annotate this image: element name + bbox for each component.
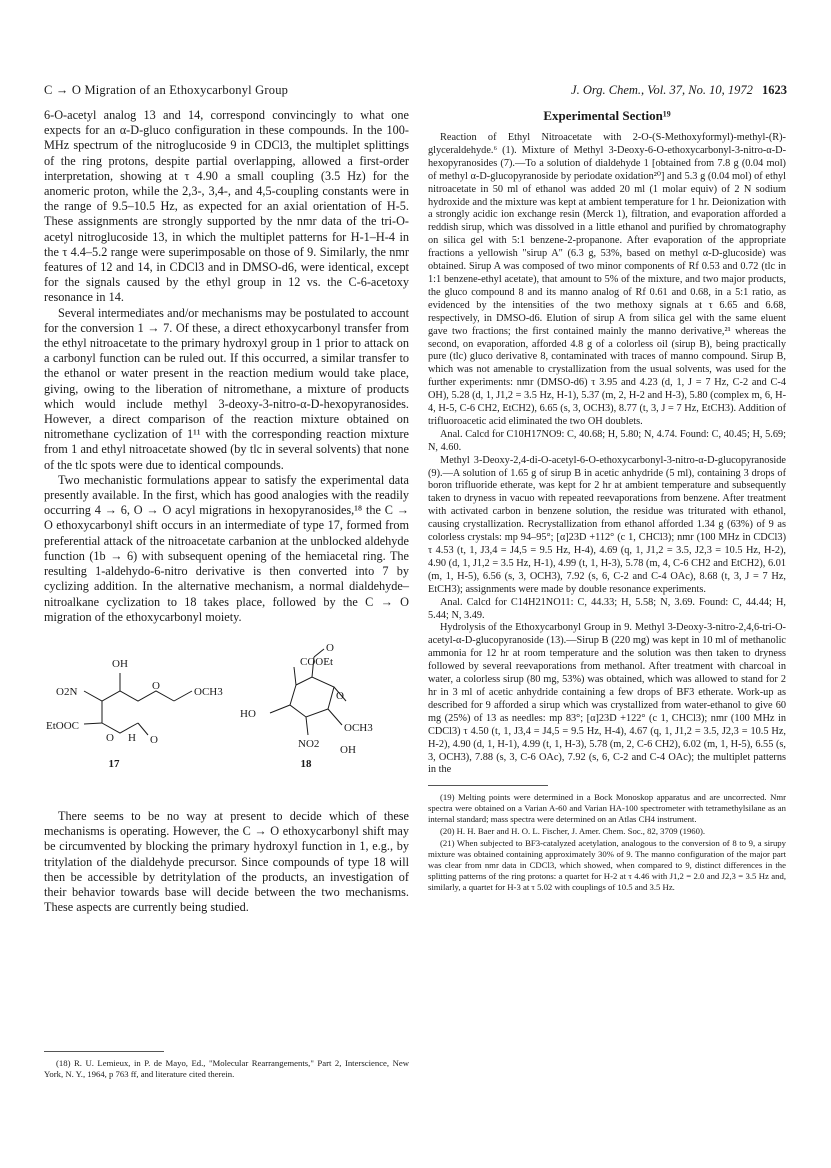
journal-citation: J. Org. Chem., Vol. 37, No. 10, 1972: [571, 83, 753, 97]
left-footnotes: [44, 1043, 409, 1081]
experimental-paragraph-4: Anal. Calcd for C14H21NO11: C, 44.33; H, 5.58; N, 3.69. Found: C, 44.44; H, 5.44; N, 3.49.: [428, 596, 786, 621]
right-footnotes: [428, 785, 786, 893]
s18-label-ho: HO: [240, 707, 256, 720]
section-title: Experimental Section¹⁹: [543, 108, 671, 123]
footnote-20: (20) H. H. Baer and H. O. L. Fischer, J. Amer. Chem. Soc., 82, 3709 (1960).: [440, 826, 706, 837]
running-title: C → O Migration of an Ethoxycarbonyl Group: [44, 83, 289, 97]
s17-label-ring-o: O: [152, 679, 160, 692]
s17-label-och3: OCH3: [194, 685, 223, 698]
left-paragraph-3: Two mechanistic formulations appear to satisfy the experimental data presently available. In the first, which has good analogies with the readily occurring 4 → 6, O → O acyl migrations in hexopyranosides,¹⁸ the C → O ethoxycarbonyl shift occurs in an intermediate of type 17, formed from preferential attack of the nitroacetate carbanion at the unblocked aldehyde function (1b → 6) with subsequent opening of the hemiacetal ring. The resulting 1-aldehydo-6-nitro derivative is then converted into 7 by cyclizing addition. In the alternative mechanism, a normal dialdehyde–nitroalkane cyclization to 18 takes place, followed by the C → O migration of the ethoxycarbonyl moiety.: [44, 472, 409, 624]
footnote-21: (21) When subjected to BF3-catalyzed acetylation, analogous to the conversion of 8 to 9, a sirupy mixture was obtained containing approximately 30% of 9. The manno configuration of the major part was clear from nmr data in CDCl3, which showed, when compared to 9, distinct differences in the splitting patterns of the ring protons: a quartet for H-2 at τ 4.46 with J1,2 = 2.0 and J2,3 = 3.5 Hz and, similarly, a quartet for H-3 at τ 5.02 with couplings of 10.5 and 3.5 Hz.: [428, 838, 786, 893]
s18-label-och3: OCH3: [344, 721, 373, 734]
footnote-18: (18) R. U. Lemieux, in P. de Mayo, Ed., "Molecular Rearrangements," Part 2, Interscience, New York, N. Y., 1964, p 763 ff, and literature cited therein.: [44, 1058, 409, 1079]
experimental-paragraph-1: Reaction of Ethyl Nitroacetate with 2-O-(S-Methoxyformyl)-methyl-(R)-glyceraldehyde.⁶ (1). Mixture of Methyl 3-Deoxy-6-O-ethoxycarbonyl-3-nitro-α-D-hexopyranosides (7).—To a solution of dialdehyde 1 [obtained from 7.8 g (0.04 mol) of methyl α-D-glucopyranoside by periodate oxidation²⁰] and 5.3 g (0.04 mol) of ethyl nitroacetate in 50 ml of ethanol was added 20 ml (1 molar equiv) of 2 N sodium hydroxide and the mixture was kept at ambient temperature for 1 hr. Deionization with a strongly acidic ion exchange resin (Merck 1), filtration, and evaporation afforded a reddish sirup, which was dissolved in a little ethanol and purified by chromatography on silica gel with 5:1 benzene-2-propanone. After evaporation of the appropriate fractions a yellowish "sirup A" (6.3 g, 53%, based on methyl α-D-glucoside) was obtained. Sirup A was composed of two minor components of Rf 0.53 and 0.72 (tlc in 1:1 benzene-ethyl acetate), that amount to 5% of the mixture, and two major products, the gluco compound 8 and its manno analog of Rf 0.61 and 0.68, in a 5:1 ratio, as evidenced by the intensities of the two methoxy signals at τ 6.65 and 6.68, respectively, in DMSO-d6. Elution of sirup A from silica gel with the same eluent gave two fractions; the first contained mainly the manno derivative,²¹ whereas the second, on evaporation, afforded 4.8 g of a colorless oil (sirup B), being practically pure (tlc) gluco derivative 8, contaminated with traces of manno compound. Sirup B, which was not amenable to crystallization from the usual solvents, was used for the further experiments: nmr (DMSO-d6) τ 3.95 and 4.23 (d, 1, J = 7 Hz, C-2 and C-4 OH), 5.28 (d, 1, J1,2 = 3.5 Hz, H-1), 5.37 (m, 2, H-2 and H-3), 5.80 (complex m, 6, H-4, H-5, C-6 CH2, EtCH2), 6.65 (s, 3, OCH3), 8.77 (t, 3, J = 7 Hz, EtCH3). Addition of trifluoroacetic acid eliminated the two OH doublets.: [428, 132, 786, 427]
footnote-rule: [44, 1051, 164, 1052]
s17-label-o: O: [106, 731, 114, 744]
experimental-paragraph-5: Hydrolysis of the Ethoxycarbonyl Group in 9. Methyl 3-Deoxy-3-nitro-2,4,6-tri-O-acetyl-α-D-glucopyranoside (13).—Sirup B (220 mg) was kept in 10 ml of methanolic ammonia for 12 hr at room temperature and the solution was then taken to dryness followed by several reevaporations from methanol. After treatment with charcoal in water, a colorless sirup (80 mg, 53%) was obtained, which was allowed to stand for 2 hr in 3 ml of acetic anhydride containing a few drops of BF3 etherate. Work-up as described for 9 afforded a sirup which was crystallized from water-ethanol to give 60 mg (25%) of 13 as needles: mp 83°; [α]23D +122° (c 1, CHCl3); nmr (100 MHz in CDCl3) τ 4.50 (t, 1, J3,4 = J4,5 = 9.5 Hz, H-4), 4.67 (q, 1, J1,2 = 3.5, J2,3 = 10.5 Hz, H-2), 4.90 (d, 1, H-1), 4.99 (t, 1, H-3), 5.78 (m, 2, C-6 CH2), 6.02 (m, 1, H-5), 6.55 (s, 3, OCH3), 7.88 (s, 3, C-6 OAc), 7.92 (s, 6, C-2 and C-4 OAc); the multiplet patterns in the: [428, 622, 786, 776]
structure-drawings: [44, 639, 409, 799]
s18-number: 18: [300, 757, 312, 770]
s17-label-h: H: [128, 731, 136, 744]
left-paragraph-4: There seems to be no way at present to decide which of these mechanisms is operating. However, the C → O ethoxycarbonyl shift may be circumvented by blocking the primary hydroxyl function in 1, e.g., by tritylation of the dialdehyde precursor. Since compounds of type 18 will then be accessible by detritylation of the products, an investigation of their behavior towards base will decide between the two mechanisms. These aspects are currently being studied.: [44, 808, 409, 915]
s18-label-ring-o: O: [336, 689, 344, 702]
s18-label-oh: OH: [340, 743, 356, 756]
s18-label-no2: NO2: [298, 737, 320, 750]
s17-label-o2n: O2N: [56, 685, 78, 698]
chemical-structures: [44, 639, 409, 799]
s17-label-etooc: EtOOC: [46, 719, 79, 732]
experimental-paragraph-3: Methyl 3-Deoxy-2,4-di-O-acetyl-6-O-ethoxycarbonyl-3-nitro-α-D-glucopyranoside (9).—A solution of 1.65 g of sirup B in acetic anhydride (5 ml), containing 3 drops of boron trifluoride etherate, was kept for 2 hr at ambient temperature and subsequently taken to dryness in vacuo with repeated reevaporations from benzene. After treatment with activated carbon in benzene solution, the residue was triturated with ethanol, causing crystallization. Recrystallization from ethanol afforded 1.34 g (63%) of 9 as colorless crystals: mp 94–95°; [α]23D +112° (c 1, CHCl3); nmr (100 MHz in CDCl3) τ 4.53 (t, 1, J3,4 = J4,5 = 9.5 Hz, H-4), 4.69 (q, 1, J1,2 = 3.5, J2,3 = 10.5 Hz, H-2), 4.90 (d, 1, J1,2 = 3.5 Hz, H-1), 4.99 (t, 1, H-3), 5.78 (m, 4, C-6 CH2 and EtCH2), 6.01 (m, 1, H-5), 6.56 (s, 3, OCH3), 7.92 (s, 6, C-2 and C-4 OAc), 8.68 (t, 3, J = 7 Hz, EtCH3); assignments were made by double resonance experiments.: [428, 454, 786, 595]
right-column: [428, 108, 786, 894]
s17-label-aldehyde-o: O: [150, 733, 158, 746]
experimental-paragraph-2: Anal. Calcd for C10H17NO9: C, 40.68; H, 5.80; N, 4.74. Found: C, 40.45; H, 5.69; N, 4.60.: [428, 428, 786, 453]
left-paragraph-2: Several intermediates and/or mechanisms may be postulated to account for the conversion 1 → 7. Of these, a direct ethoxycarbonyl transfer from the ethyl nitroacetate to the primary hydroxyl group in 1 prior to attack on a carbonyl function can be ruled out. If this occurred, a similar transfer to the ethanol or water present in the reaction medium would take place, giving, owing to the liberation of nitromethane, a mixture of products which would include methyl 3-deoxy-3-nitro-α-D-hexopyranosides. However, a direct comparison of the reaction mixture obtained on nitromethane cyclization of 1¹¹ with the corresponding reaction mixture from 1 and ethyl nitroacetate showed (by tlc in several solvents) that none of the tlc spots were due to identical compounds.: [44, 305, 409, 472]
footnote-rule-right: [428, 785, 548, 786]
s18-label-cooet: COOEt: [300, 655, 333, 668]
footnote-19: (19) Melting points were determined in a Bock Monoskop apparatus and are uncorrected. Nmr spectra were obtained on a Varian A-60 and Varian HA-100 spectrometer with tetramethylsilane as an internal standard; mass spectra were determined on an Atlas CH4 instrument.: [428, 792, 786, 825]
left-paragraph-1: 6-O-acetyl analog 13 and 14, correspond convincingly to what one expects for an α-D-gluco configuration in these compounds. In the 100-MHz spectrum of the nitroglucoside 9 in CDCl3, the multiplet splittings of the ring protons, despite partial overlapping, allowed a first-order interpretation, showing at τ 4.90 a small coupling (3.5 Hz) for the anomeric proton, while the 2,3-, 3,4-, and 4,5-coupling constants were in the range of 9.5–10.5 Hz, as expected for an axial orientation of H-5. These assignments are strongly supported by the nmr data of the tri-O-acetyl nitroglucoside 13, in which the multiplet patterns for H-1–H-4 in the τ 4.4–5.2 range were superimposable on those of 9. Similarly, the nmr features of 12 and 14, in CDCl3 and in DMSO-d6, were identical, except for the signals caused by the ethyl group in 12 vs. the C-6-acetoxy resonance in 14.: [44, 108, 409, 305]
s17-number: 17: [108, 757, 120, 770]
journal-header: [571, 83, 787, 98]
structure-17: [84, 673, 192, 735]
page-number: 1623: [762, 83, 787, 97]
left-column: [44, 108, 409, 1079]
s18-label-o: O: [326, 641, 334, 654]
s17-label-oh: OH: [112, 657, 128, 670]
